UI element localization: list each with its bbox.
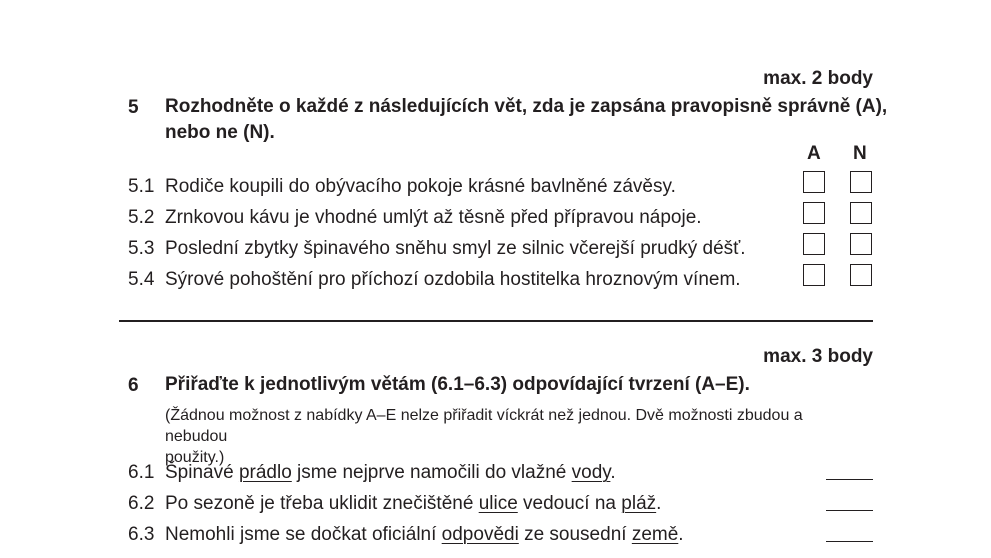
text-segment: Špinavé bbox=[165, 462, 239, 483]
text-segment: . bbox=[656, 493, 662, 514]
task5-number: 5 bbox=[128, 97, 139, 118]
checkbox-5-3-n[interactable] bbox=[850, 233, 872, 255]
checkbox-5-4-a[interactable] bbox=[803, 264, 825, 286]
item-number-6-3: 6.3 bbox=[128, 524, 155, 545]
task6-note-line1: (Žádnou možnost z nabídky A–E nelze přiřadit víckrát než jednou. Dvě možnosti zbudou a nebudou bbox=[165, 407, 803, 445]
item-number-5-4: 5.4 bbox=[128, 269, 155, 290]
checkbox-5-1-n[interactable] bbox=[850, 171, 872, 193]
column-header-n: N bbox=[853, 143, 867, 164]
text-segment: Nemohli jsme se dočkat oficiální bbox=[165, 524, 442, 545]
item-text-6-1 bbox=[165, 462, 616, 484]
task6-points: max. 3 body bbox=[763, 346, 873, 367]
underlined-word: prádlo bbox=[238, 462, 292, 483]
task5-question-line1: Rozhodněte o každé z následujících vět, zda je zapsána pravopisně správně (A), bbox=[165, 96, 888, 117]
checkbox-5-3-a[interactable] bbox=[803, 233, 825, 255]
underlined-word: pláž bbox=[621, 493, 657, 514]
text-segment: . bbox=[678, 524, 684, 545]
item-text-5-4: Sýrové pohoštění pro příchozí ozdobila hostitelka hroznovým vínem. bbox=[165, 269, 741, 290]
task6-number: 6 bbox=[128, 375, 139, 396]
answer-blank-6-3[interactable] bbox=[826, 541, 873, 542]
task6-note-line2: použity.) bbox=[165, 449, 225, 466]
underlined-word: vody bbox=[571, 462, 611, 483]
task6-note bbox=[165, 405, 865, 468]
checkbox-5-2-n[interactable] bbox=[850, 202, 872, 224]
text-segment: . bbox=[610, 462, 616, 483]
underlined-word: odpovědi bbox=[441, 524, 519, 545]
task5-question-line2: nebo ne (N). bbox=[165, 122, 275, 143]
item-text-5-3: Poslední zbytky špinavého sněhu smyl ze silnic včerejší prudký déšť. bbox=[165, 238, 746, 259]
answer-blank-6-1[interactable] bbox=[826, 479, 873, 480]
underlined-word: ulice bbox=[478, 493, 518, 514]
text-segment: jsme nejprve namočili do vlažné bbox=[291, 462, 572, 483]
text-segment: ze sousední bbox=[518, 524, 632, 545]
task5-question bbox=[165, 94, 887, 146]
answer-blank-6-2[interactable] bbox=[826, 510, 873, 511]
column-header-a: A bbox=[807, 143, 821, 164]
item-number-5-1: 5.1 bbox=[128, 176, 155, 197]
item-number-5-2: 5.2 bbox=[128, 207, 155, 228]
checkbox-5-4-n[interactable] bbox=[850, 264, 872, 286]
task6-question: Přiřaďte k jednotlivým větám (6.1–6.3) odpovídající tvrzení (A–E). bbox=[165, 374, 750, 395]
underlined-word: země bbox=[631, 524, 679, 545]
item-text-6-3 bbox=[165, 524, 684, 546]
text-segment: vedoucí na bbox=[517, 493, 622, 514]
text-segment: Po sezoně je třeba uklidit znečištěné bbox=[165, 493, 479, 514]
item-text-5-1: Rodiče koupili do obývacího pokoje krásné bavlněné závěsy. bbox=[165, 176, 676, 197]
item-text-6-2 bbox=[165, 493, 661, 515]
item-number-6-2: 6.2 bbox=[128, 493, 155, 514]
task5-points: max. 2 body bbox=[763, 68, 873, 89]
item-number-5-3: 5.3 bbox=[128, 238, 155, 259]
item-number-6-1: 6.1 bbox=[128, 462, 155, 483]
item-text-5-2: Zrnkovou kávu je vhodné umlýt až těsně před přípravou nápoje. bbox=[165, 207, 702, 228]
checkbox-5-2-a[interactable] bbox=[803, 202, 825, 224]
checkbox-5-1-a[interactable] bbox=[803, 171, 825, 193]
section-divider bbox=[119, 320, 873, 322]
